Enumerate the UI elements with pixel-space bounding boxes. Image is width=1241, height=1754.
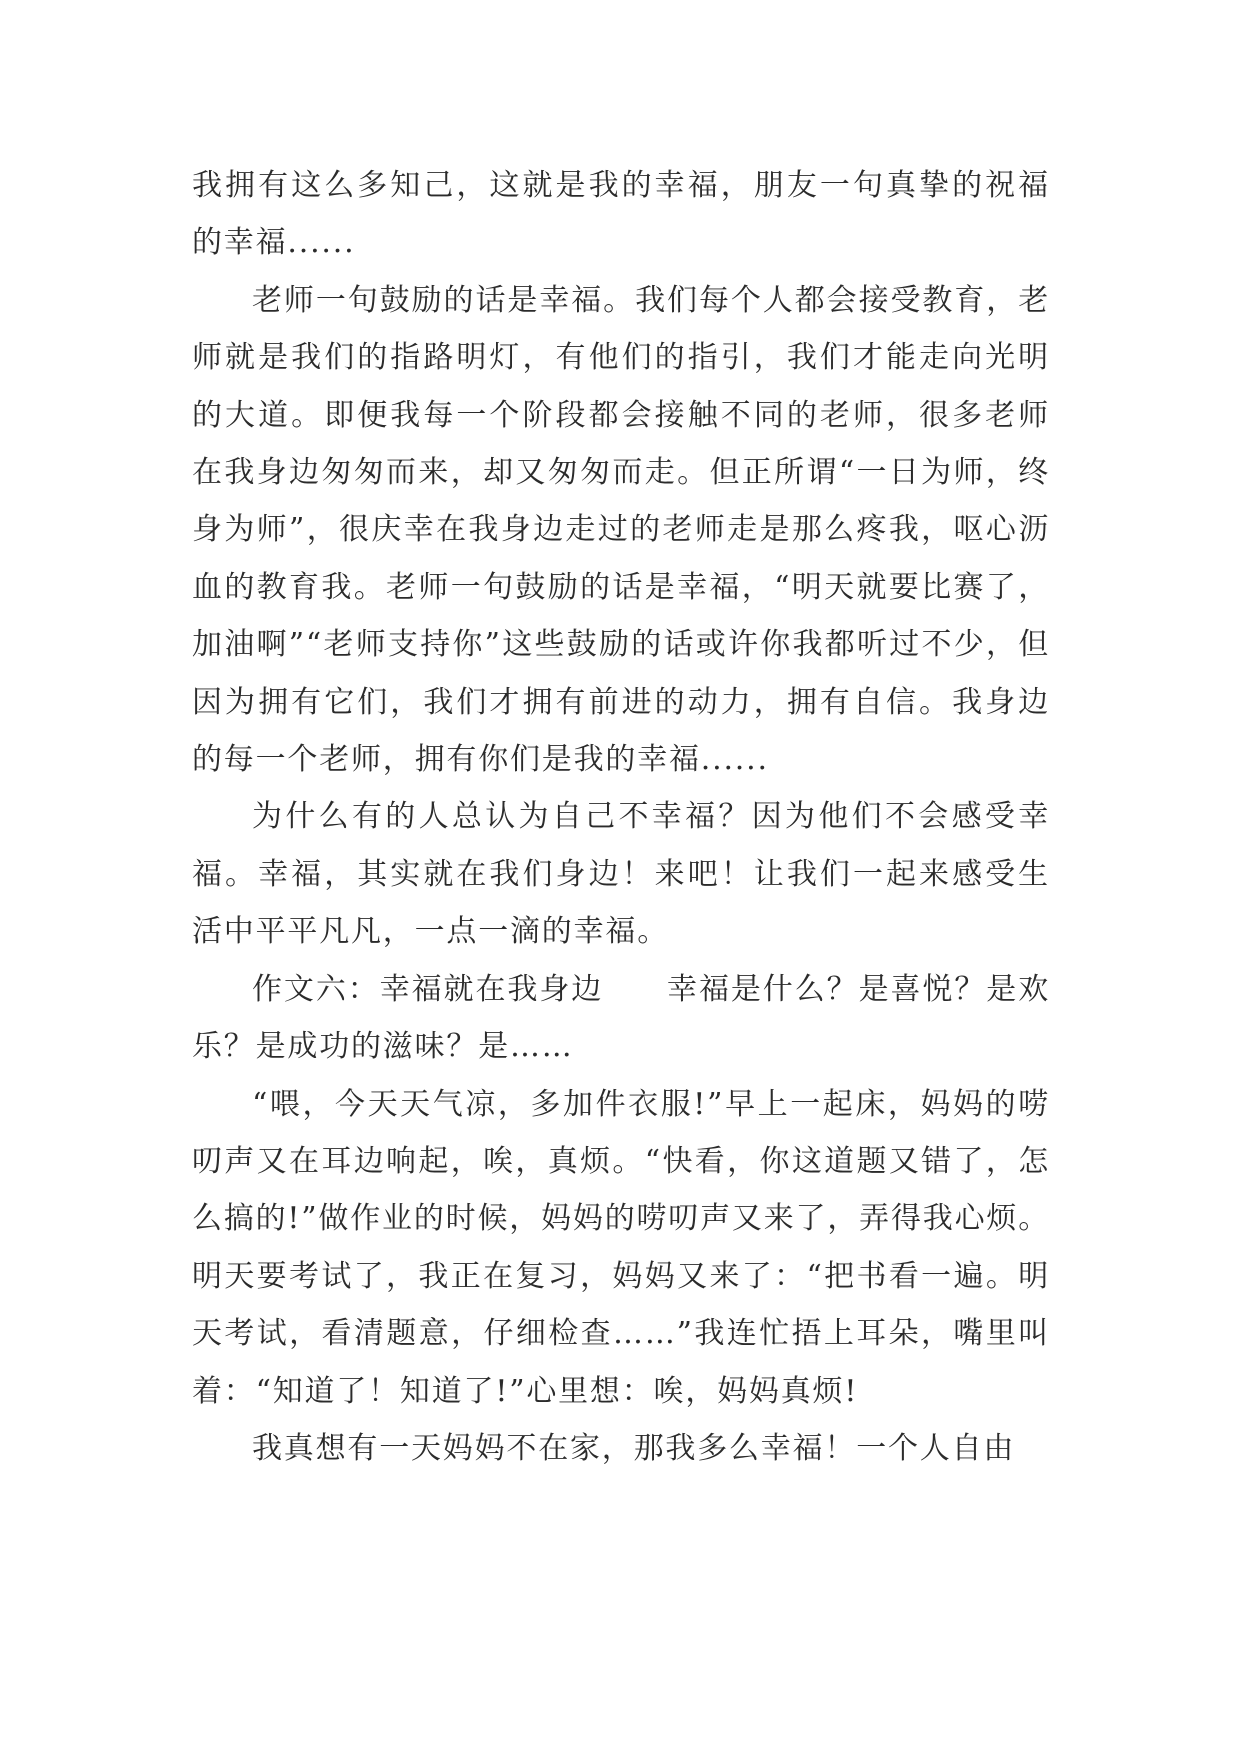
paragraph-wish-alone: 我真想有一天妈妈不在家，那我多么幸福！一个人自由 [252,1430,1016,1466]
paragraph-friends-closing: 我拥有这么多知己，这就是我的幸福，朋友一句真挚的祝福的幸福...... [192,168,1050,261]
paragraph-feel-happiness: 为什么有的人总认为自己不幸福？因为他们不会感受幸福。幸福，其实就在我们身边！来吧！让我们一起来感受生活中平平凡凡，一点一滴的幸福。 [192,799,1050,950]
paragraph-mother-nagging: “喂，今天天气凉，多加件衣服!”早上一起床，妈妈的唠叨声又在耳边响起，唉，真烦。“快看，你这道题又错了，怎么搞的!”做作业的时候，妈妈的唠叨声又来了，弄得我心烦。明天要考试了，我正在复习，妈妈又来了：“把书看一遍。明天考试，看清题意，仔细检查……”我连忙捂上耳朵，嘴里叫着：“知道了！知道了!”心里想：唉，妈妈真烦! [192,1086,1050,1409]
document-page [192,157,1050,1477]
paragraph-essay-six-heading: 作文六：幸福就在我身边 幸福是什么？是喜悦？是欢乐？是成功的滋味？是…… [192,971,1050,1065]
paragraph-teacher-encouragement: 老师一句鼓励的话是幸福。我们每个人都会接受教育，老师就是我们的指路明灯，有他们的指引，我们才能走向光明的大道。即便我每一个阶段都会接触不同的老师，很多老师在我身边匆匆而来，却又匆匆而走。但正所谓“一日为师，终身为师”，很庆幸在我身边走过的老师走是那么疼我，呕心沥血的教育我。老师一句鼓励的话是幸福，“明天就要比赛了，加油啊”“老师支持你”这些鼓励的话或许你我都听过不少，但因为拥有它们，我们才拥有前进的动力，拥有自信。我身边的每一个老师，拥有你们是我的幸福...... [192,282,1050,778]
